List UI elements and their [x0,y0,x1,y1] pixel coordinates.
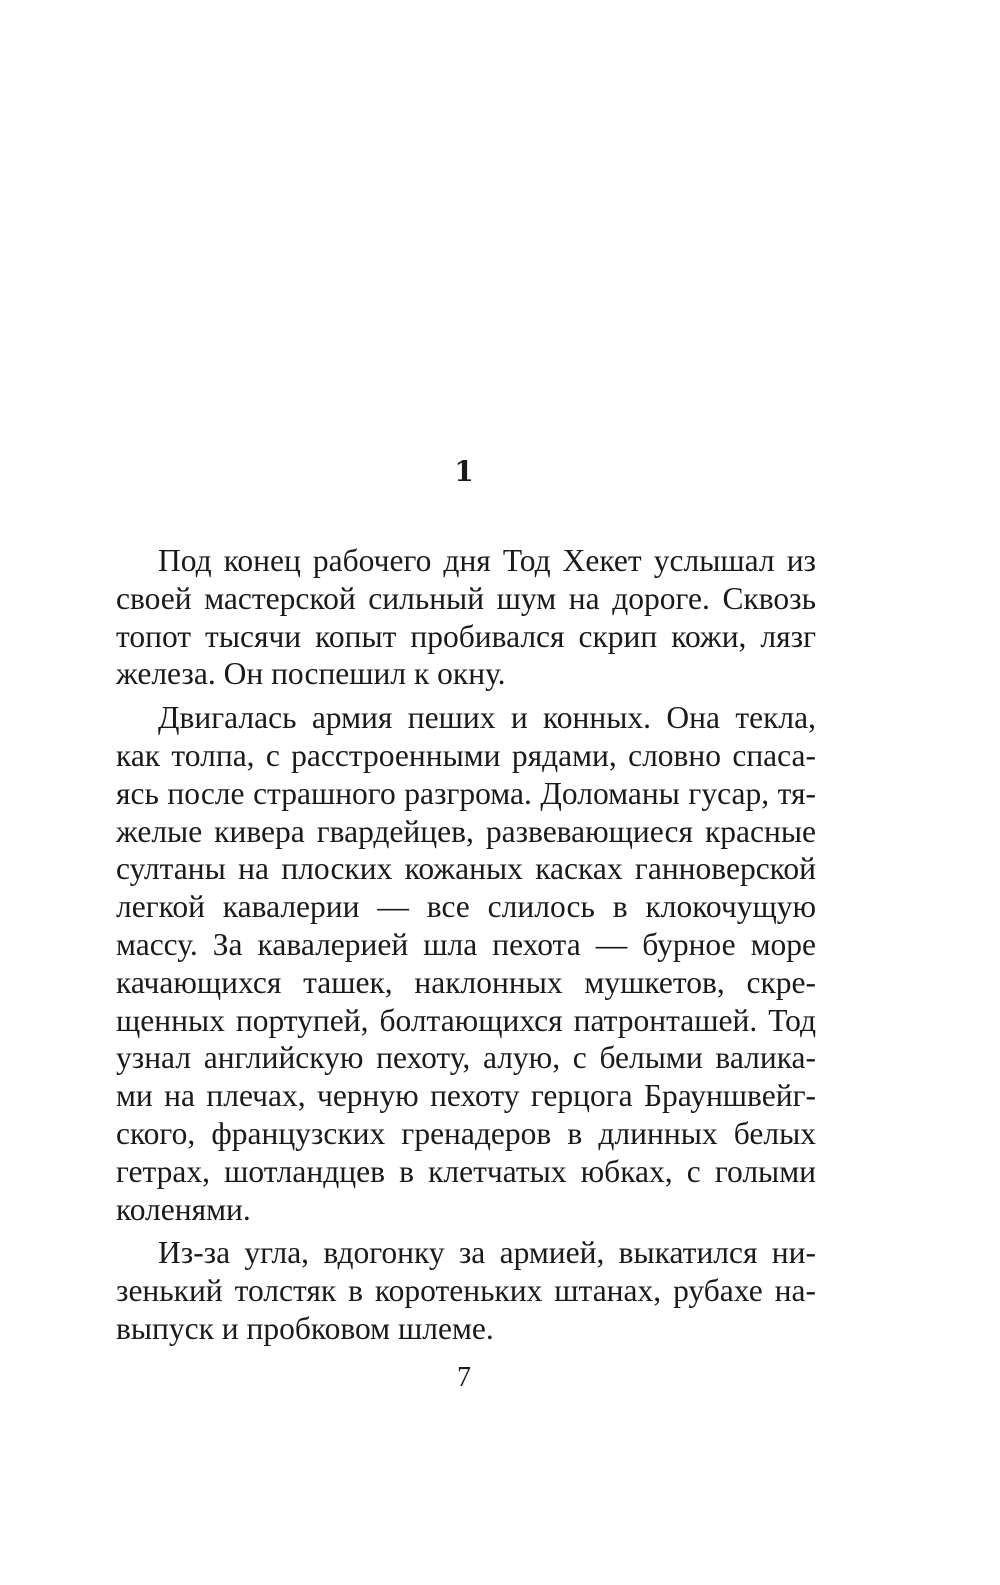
text-line: как толпа, с расстроенными рядами, словно спаса- [116,737,816,773]
chapter-number: 1 [454,455,474,488]
text-line: щенных портупей, болтающихся патронташей. Тод [116,1002,816,1038]
text-line: выпуск и пробковом шлеме. [116,1310,494,1346]
text-line: массу. За кавалерией шла пехота — бурное море [116,926,816,962]
text-line: Двигалась армия пеших и конных. Она текла, [158,700,816,736]
text-line: ского, французских гренадеров в длинных белых [116,1115,816,1151]
text-line: ми на плечах, черную пехоту герцога Брауншвейг- [116,1078,816,1114]
text-line: узнал английскую пехоту, алую, с белыми валика- [116,1040,816,1076]
page-number: 7 [457,1362,471,1393]
chapter-body [116,542,816,1348]
text-line: своей мастерской сильный шум на дороге. Сквозь [116,580,816,616]
text-line: легкой кавалерии — все слилось в клокочущую [116,889,816,925]
paragraph [116,699,816,1228]
text-line: качающихся ташек, наклонных мушкетов, скре- [116,964,816,1000]
text-line: желые кивера гвардейцев, развевающиеся красные [116,813,816,849]
text-line: коленями. [116,1191,251,1227]
text-line: султаны на плоских кожаных касках ганноверской [116,851,816,887]
text-line: топот тысячи копыт пробивался скрип кожи, лязг [116,618,816,654]
text-line: гетрах, шотландцев в клетчатых юбках, с голыми [116,1153,816,1189]
text-line: зенький толстяк в коротеньких штанах, рубахе на- [116,1273,816,1309]
paragraph [116,1234,816,1347]
paragraph [116,542,816,693]
text-line: Из-за угла, вдогонку за армией, выкатился ни- [158,1235,816,1271]
text-line: Под конец рабочего дня Тод Хекет услышал из [158,543,816,578]
text-line: ясь после страшного разгрома. Доломаны гусар, тя- [116,775,816,811]
text-line: железа. Он поспешил к окну. [116,656,506,692]
